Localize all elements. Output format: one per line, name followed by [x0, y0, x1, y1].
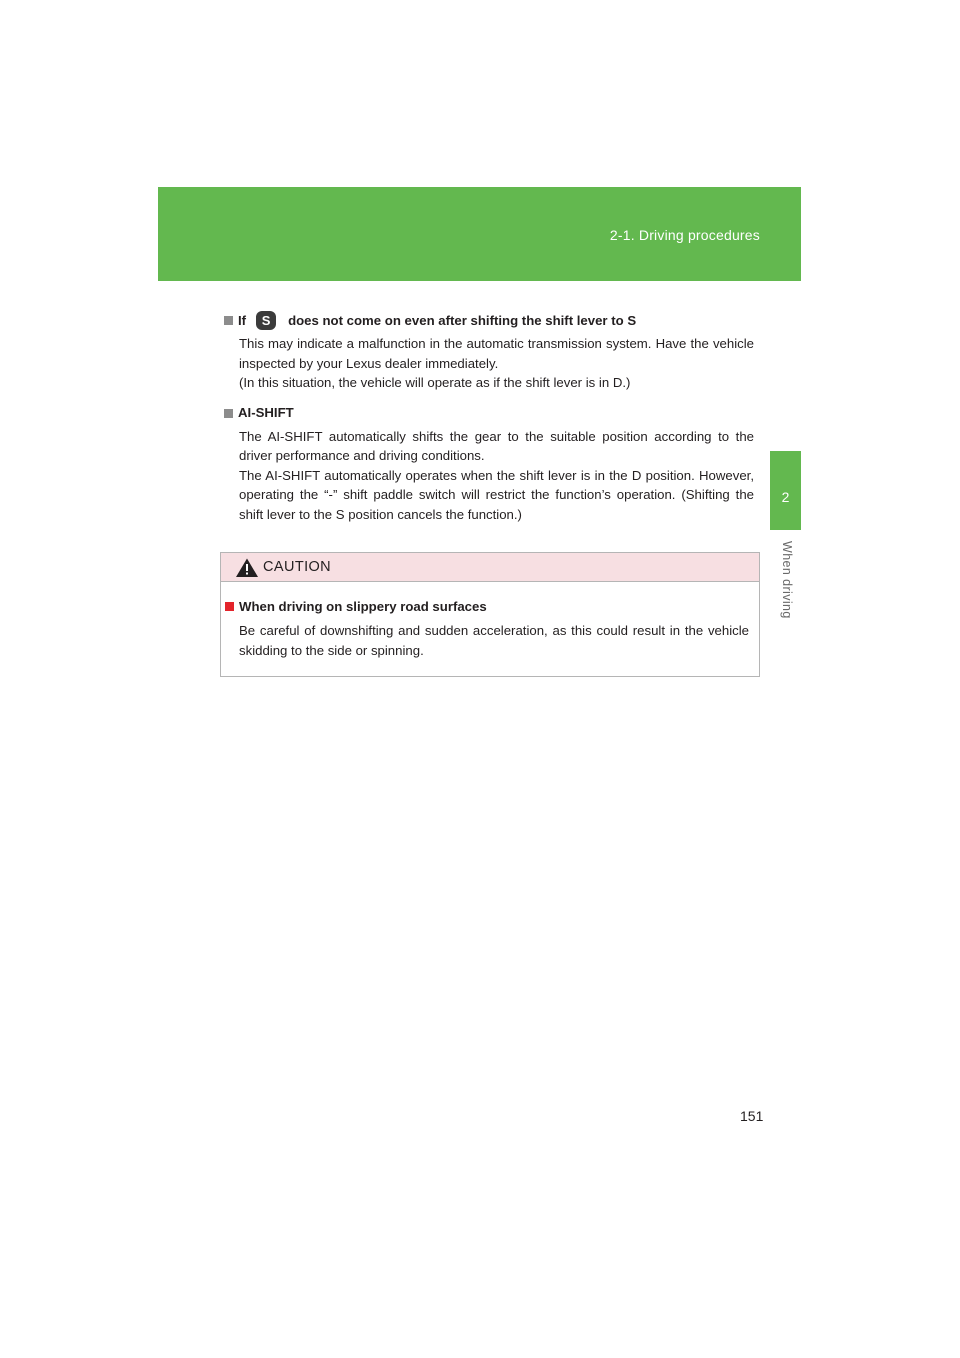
caution-body: [221, 582, 759, 660]
section-body: [239, 334, 754, 393]
caution-heading-text: When driving on slippery road surfaces: [239, 598, 487, 614]
section-heading: [224, 403, 754, 423]
bullet-square-icon: [224, 409, 233, 418]
heading-text: AI-SHIFT: [238, 405, 294, 420]
page-number: 151: [740, 1108, 764, 1124]
heading-text-before-icon: If: [238, 312, 247, 328]
s-mode-indicator-icon: S: [256, 311, 276, 330]
section-s-indicator: [224, 310, 754, 393]
main-content: [224, 310, 754, 524]
paragraph: This may indicate a malfunction in the automatic transmission system. Have the vehicle inspected by your Lexus dealer immediately.: [239, 336, 754, 371]
bullet-square-icon: [224, 316, 233, 325]
chapter-tab: [770, 451, 801, 530]
paragraph: (In this situation, the vehicle will operate as if the shift lever is in D.): [239, 375, 631, 390]
header-band: [158, 187, 801, 281]
section-body: [239, 427, 754, 525]
paragraph: The AI-SHIFT automatically shifts the gear to the suitable position according to the driver performance and driving conditions.: [239, 428, 754, 463]
chapter-number: 2: [781, 489, 790, 505]
caution-heading: [225, 596, 749, 616]
heading-text-after-icon: does not come on even after shifting the shift lever to S: [288, 312, 637, 328]
section-heading: [224, 310, 754, 330]
warning-triangle-icon: [235, 557, 259, 578]
paragraph: The AI-SHIFT automatically operates when the shift lever is in the D position. However, operating the “-” shift paddle switch will restrict the function’s operation. (Shifting the shift lever to the S position cancels the function.): [239, 467, 754, 522]
section-ai-shift: [224, 403, 754, 525]
chapter-title: When driving: [780, 541, 794, 619]
caution-box: [220, 552, 760, 677]
caution-header: [221, 553, 759, 582]
caution-text: Be careful of downshifting and sudden acceleration, as this could result in the vehicle skidding to the side or spinning.: [239, 623, 749, 658]
section-title: 2-1. Driving procedures: [609, 227, 760, 243]
bullet-square-icon: [225, 602, 234, 611]
caution-title: CAUTION: [263, 559, 332, 575]
